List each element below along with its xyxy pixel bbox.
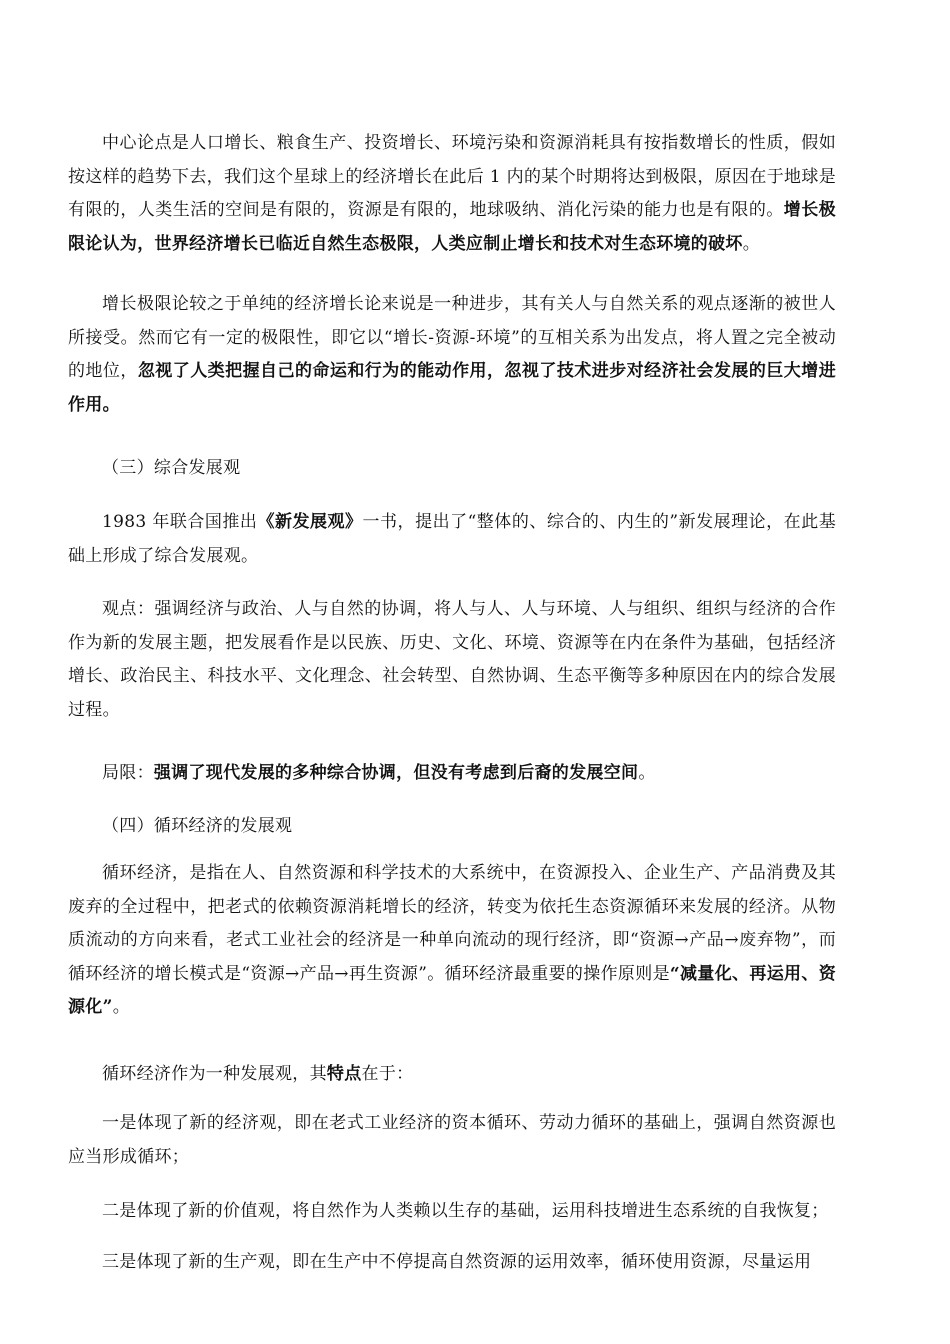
paragraph-text: 三是体现了新的生产观，即在生产中不停提高自然资源的运用效率，循环使用资源，尽量运用 [102,1252,812,1272]
paragraph-text: 观点：强调经济与政治、人与自然的协调，将人与人、人与环境、人与组织、组织与经济的合作作为新的发展主题，把发展看作是以民族、历史、文化、环境、资源等在内在条件为基础，包括经济增长、政治民主、科技水平、文化理念、社会转型、自然协调、生态平衡等多种原因在内的综合发展过程。 [68,599,836,720]
paragraph-text: 循环经济作为一种发展观，其 [102,1064,327,1084]
paragraph-new-development-view [68,506,836,573]
paragraph-text: 一是体现了新的经济观，即在老式工业经济的资本循环、劳动力循环的基础上，强调自然资源也应当形成循环； [68,1113,836,1167]
paragraph-end: 。 [742,233,761,254]
paragraph-features-intro [68,1058,836,1092]
section-heading-circular [68,810,836,844]
bold-statement: 增长极限论认为，世界经济增长已临近自然生态极限，人类应制止增长和技术对生态环境的破坏 [68,200,836,254]
paragraph-growth-limit-core [68,127,836,261]
paragraph-growth-limit-evaluation [68,288,836,422]
book-title: 《新发展观》 [257,512,363,532]
paragraph-text: 1983 年联合国推出 [102,512,258,532]
heading-text: （四）循环经济的发展观 [102,816,293,836]
paragraph-circular-economy [68,857,836,1025]
bold-keyword: 特点 [326,1064,362,1084]
paragraph-text: 一书，提出了“整体的、综合的、内生的”新发展理论，在此基础上形成了综合发展观。 [68,512,837,566]
paragraph-end: 。 [112,997,130,1017]
bold-statement: 强调了现代发展的多种综合协调，但没有考虑到后裔的发展空间 [153,763,639,783]
paragraph-text: 局限： [102,763,154,783]
paragraph-text: 循环经济，是指在人、自然资源和科学技术的大系统中，在资源投入、企业生产、产品消费及其废弃的全过程中，把老式的依赖资源消耗增长的经济，转变为依托生态资源循环来发展的经济。从物质流动的方向来看，老式工业社会的经济是一种单向流动的现行经济，即“资源→产品→废弃物”，而循环经济的增长模式是“资源→产品→再生资源”。循环经济最重要的操作原则是 [68,863,836,984]
paragraph-viewpoint [68,593,836,727]
section-heading-comprehensive [68,452,836,486]
heading-text: （三）综合发展观 [102,458,241,478]
paragraph-text: 二是体现了新的价值观，将自然作为人类赖以生存的基础，运用科技增进生态系统的自我恢复； [102,1201,829,1221]
bold-statement: “减量化、再运用、资源化” [68,963,836,1017]
paragraph-end: 。 [638,763,656,783]
paragraph-feature-one [68,1107,836,1174]
paragraph-feature-three [68,1246,836,1280]
paragraph-feature-two [68,1195,836,1229]
paragraph-text: 增长极限论较之于单纯的经济增长论来说是一种进步，其有关人与自然关系的观点逐渐的被世人所接受。然而它有一定的极限性，即它以“增长-资源-环境”的互相关系为出发点，将人置之完全被动的地位， [68,294,836,381]
paragraph-limitation [68,757,836,791]
paragraph-text: 在于： [361,1064,414,1084]
paragraph-text: 中心论点是人口增长、粮食生产、投资增长、环境污染和资源消耗具有按指数增长的性质，假如按这样的趋势下去，我们这个星球上的经济增长在此后 1 内的某个时期将达到极限，原因在于地球是有限的，人类生活的空间是有限的，资源是有限的，地球吸纳、消化污染的能力也是有限的。 [68,133,836,220]
bold-statement: 忽视了人类把握自己的命运和行为的能动作用，忽视了技术进步对经济社会发展的巨大增进作用。 [68,361,837,415]
